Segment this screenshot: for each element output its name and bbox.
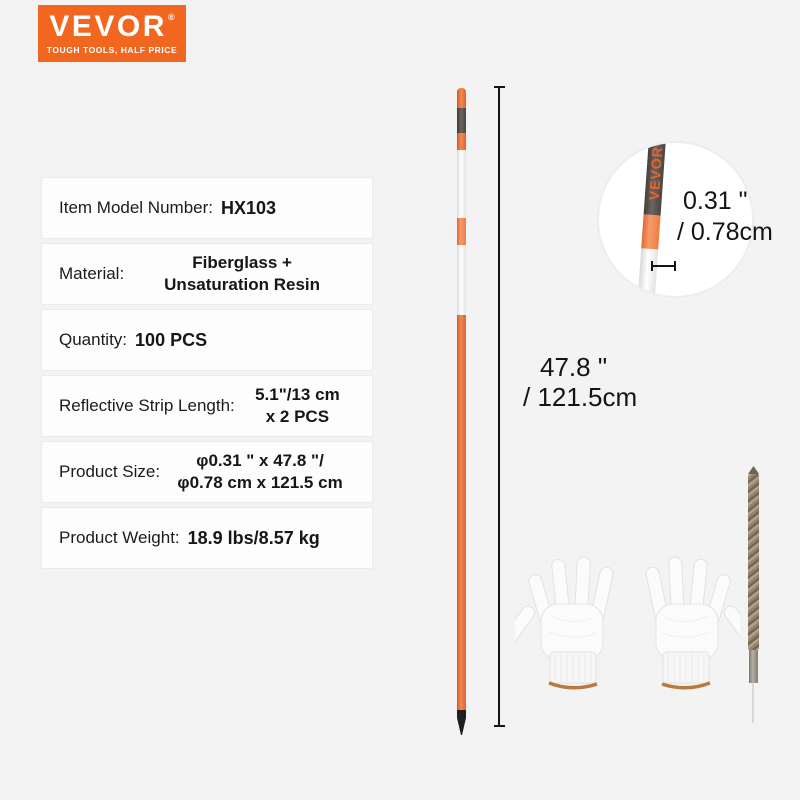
- spec-label: Item Model Number:: [59, 198, 213, 217]
- spec-value-line: Unsaturation Resin: [164, 275, 321, 294]
- spec-value-line: φ0.78 cm x 121.5 cm: [177, 473, 343, 492]
- spec-row-material: [42, 244, 372, 304]
- stake-white-segment: [457, 150, 466, 218]
- drill-bit-flutes: [748, 474, 759, 650]
- length-dimension-line: [498, 87, 500, 727]
- spec-label: Product Weight:: [59, 528, 180, 547]
- magnified-white-segment: [637, 248, 659, 298]
- spec-row-reflective-strip: [42, 376, 372, 436]
- gloves-image: [515, 540, 740, 700]
- spec-row-model: [42, 178, 372, 238]
- drill-bit-shank: [749, 650, 758, 683]
- stake-reflective-strip: [457, 218, 466, 245]
- drill-bit-tip: [748, 466, 759, 474]
- spec-value: [160, 450, 360, 494]
- diameter-dimension-label: [677, 186, 773, 248]
- spec-row-quantity: [42, 310, 372, 370]
- registered-mark: ®: [167, 12, 175, 22]
- spec-value: [235, 384, 360, 428]
- spec-row-product-weight: [42, 508, 372, 568]
- spec-label: Quantity:: [59, 330, 128, 349]
- dimension-line-bottom-cap: [494, 725, 505, 727]
- magnified-brand-band: [644, 141, 667, 216]
- spec-value: 100 PCS: [135, 329, 208, 350]
- dimension-line-top-cap: [494, 86, 505, 88]
- drill-bit-image: [748, 466, 760, 723]
- spec-table: [42, 178, 372, 568]
- diameter-tick-right: [674, 261, 676, 271]
- diameter-centimeters: / 0.78cm: [677, 218, 773, 246]
- spec-value-line: φ0.31 " x 47.8 "/: [196, 451, 324, 471]
- spec-value: [124, 252, 360, 296]
- brand-tagline: TOUGH TOOLS, HALF PRICE: [46, 45, 178, 55]
- spec-row-product-size: [42, 442, 372, 502]
- brand-name: VEVOR: [49, 10, 167, 43]
- stake-shaft: [457, 315, 466, 710]
- magnified-orange-segment: [641, 214, 660, 249]
- diameter-inches: 0.31 ": [683, 187, 748, 215]
- spec-label: Product Size:: [59, 462, 161, 481]
- stake-brand-text: VEVOR: [645, 145, 665, 201]
- diameter-dimension-line: [652, 265, 675, 267]
- spec-value-line: 5.1"/13 cm: [255, 385, 340, 405]
- gloves-graphic: [515, 540, 740, 695]
- stake-brand-band: [457, 108, 466, 133]
- length-inches: 47.8 ": [540, 352, 608, 382]
- length-centimeters: / 121.5cm: [523, 382, 638, 412]
- spec-value: HX103: [221, 197, 277, 218]
- spec-value: 18.9 lbs/8.57 kg: [187, 527, 320, 548]
- diameter-tick-left: [651, 261, 653, 271]
- marker-stake-image: [457, 88, 466, 735]
- spec-label: Material:: [59, 264, 125, 283]
- length-dimension-label: [523, 352, 637, 412]
- spec-label: Reflective Strip Length:: [59, 396, 235, 415]
- stake-white-segment: [457, 245, 466, 315]
- stake-top-cap: [457, 88, 466, 108]
- spec-value-line: x 2 PCS: [265, 407, 330, 426]
- hanging-thread: [752, 683, 754, 723]
- magnified-stake: [637, 141, 667, 298]
- vevor-logo: [38, 5, 186, 62]
- stake-ground-tip: [457, 710, 466, 735]
- spec-value-line: Fiberglass +: [192, 253, 292, 273]
- stake-orange-segment: [457, 133, 466, 150]
